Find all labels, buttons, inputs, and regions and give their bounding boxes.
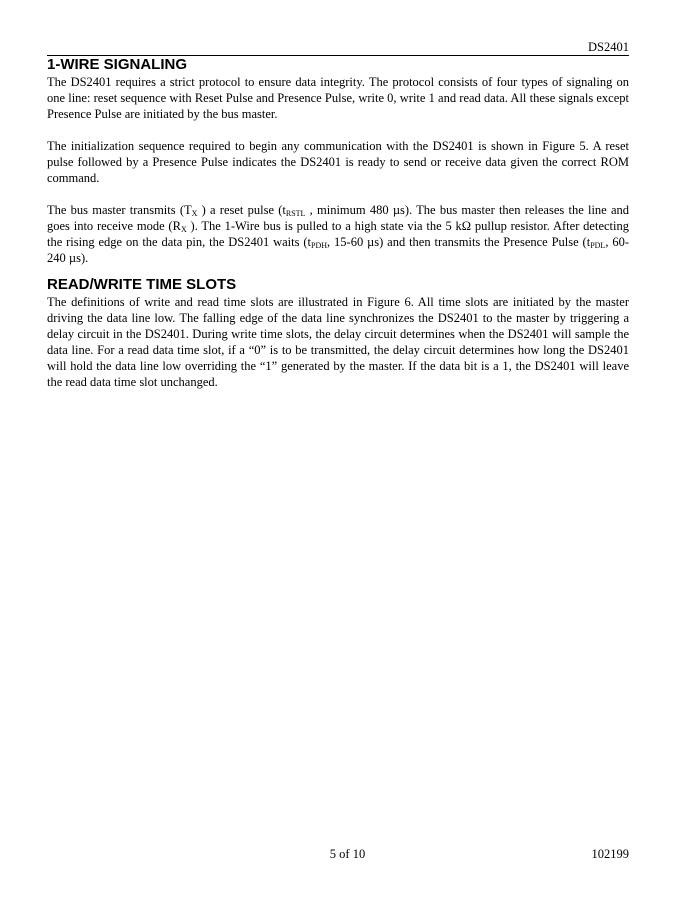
subscript-x: X [180, 225, 187, 234]
paragraph-signaling-overview: The DS2401 requires a strict protocol to ensure data integrity. The protocol consists of four types of signaling on one line: reset sequence with Reset Pulse and Presence Pulse, write 0, write 1 and read data. All these signals except Presence Pulse are initiated by the bus master. [47, 75, 629, 121]
text-run: , minimum 480 µs). The bus master then releases the line and goes into receive mode (R [47, 203, 629, 233]
subscript-pdl: PDL [590, 241, 606, 250]
footer-page-number: 5 of 10 [329, 847, 366, 861]
paragraph-initialization-sequence: The initialization sequence required to begin any communication with the DS2401 is shown in Figure 5. A reset pulse followed by a Presence Pulse indicates the DS2401 is ready to send or receive data given the correct ROM command. [47, 139, 629, 185]
text-run: , 15-60 µs) and then transmits the Presence Pulse (t [327, 235, 591, 249]
paragraph-reset-presence-timing [47, 202, 629, 266]
footer-document-code: 102199 [591, 847, 629, 861]
paragraph-time-slot-definitions: The definitions of write and read time slots are illustrated in Figure 6. All time slots are initiated by the master driving the data line low. The falling edge of the data line synchronizes the DS2401 to the master by triggering a delay circuit in the DS2401. During write time slots, the delay circuit determines when the DS2401 will sample the data line. For a read data time slot, if a “0” is to be transmitted, the delay circuit determines how long the DS2401 will hold the data line low overriding the “1” generated by the master. If the data bit is a 1, the DS2401 will leave the read data time slot unchanged. [47, 295, 629, 389]
subscript-x: X [191, 209, 198, 218]
page-content [47, 56, 629, 390]
text-run: The bus master transmits (T [47, 203, 192, 217]
subscript-pdh: PDH [311, 241, 328, 250]
text-run: , 60-240 µs). [47, 235, 629, 265]
text-run: ) a reset pulse (t [197, 203, 286, 217]
section-heading-1wire-signaling: 1-WIRE SIGNALING [47, 56, 188, 73]
subscript-rstl: RSTL [285, 209, 306, 218]
header-document-id: DS2401 [588, 40, 629, 54]
text-run: ). The 1-Wire bus is pulled to a high state via the 5 kΩ pullup resistor. After detecting the rising edge on the data pin, the DS2401 waits (t [47, 219, 629, 249]
section-heading-read-write-time-slots: READ/WRITE TIME SLOTS [47, 276, 237, 293]
